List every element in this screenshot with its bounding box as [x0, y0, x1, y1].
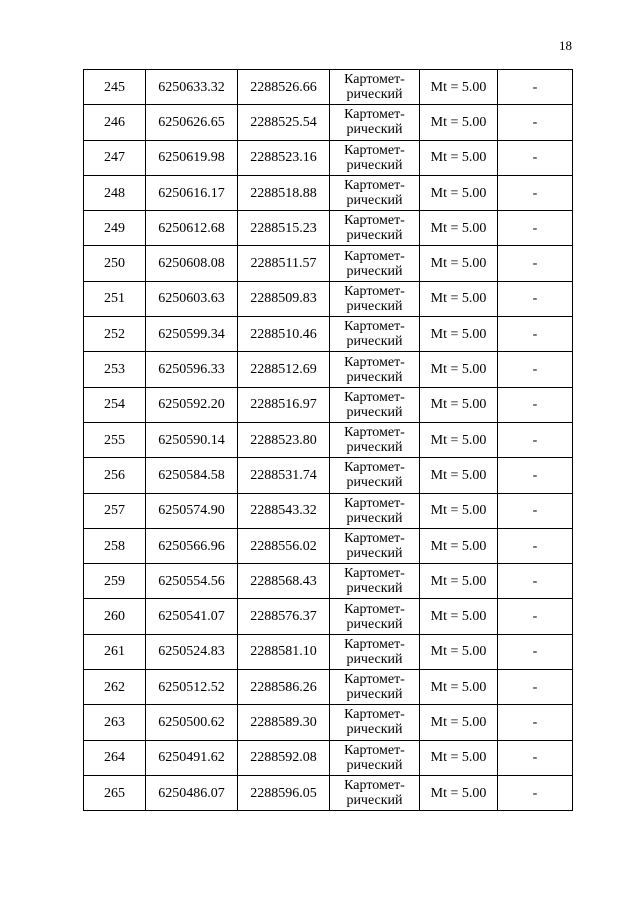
- point-number-cell: 265: [84, 775, 146, 810]
- method-line-1: Картомет-: [344, 283, 405, 299]
- x-coordinate-cell: 6250554.56: [146, 564, 238, 599]
- method-line-2: рический: [346, 440, 403, 456]
- accuracy-cell: Mt = 5.00: [420, 705, 498, 740]
- method-line-1: Картомет-: [344, 742, 405, 758]
- x-coordinate-cell: 6250626.65: [146, 105, 238, 140]
- method-cell: [330, 670, 420, 705]
- y-coordinate-cell: 2288543.32: [238, 493, 330, 528]
- point-number-cell: 262: [84, 670, 146, 705]
- x-coordinate-cell: 6250584.58: [146, 458, 238, 493]
- accuracy-cell: Mt = 5.00: [420, 775, 498, 810]
- method-line-2: рический: [346, 334, 403, 350]
- table-body: [84, 70, 573, 811]
- note-cell: -: [498, 670, 573, 705]
- x-coordinate-cell: 6250512.52: [146, 670, 238, 705]
- note-cell: -: [498, 775, 573, 810]
- x-coordinate-cell: 6250596.33: [146, 352, 238, 387]
- method-line-2: рический: [346, 122, 403, 138]
- accuracy-cell: Mt = 5.00: [420, 599, 498, 634]
- method-line-1: Картомет-: [344, 213, 405, 229]
- y-coordinate-cell: 2288523.80: [238, 422, 330, 457]
- method-cell: [330, 140, 420, 175]
- y-coordinate-cell: 2288512.69: [238, 352, 330, 387]
- note-cell: -: [498, 352, 573, 387]
- table-row: [84, 140, 573, 175]
- note-cell: -: [498, 599, 573, 634]
- method-line-2: рический: [346, 475, 403, 491]
- accuracy-cell: Mt = 5.00: [420, 175, 498, 210]
- accuracy-cell: Mt = 5.00: [420, 140, 498, 175]
- table-row: [84, 458, 573, 493]
- method-cell: [330, 211, 420, 246]
- method-line-1: Картомет-: [344, 142, 405, 158]
- table-row: [84, 387, 573, 422]
- method-cell: [330, 281, 420, 316]
- y-coordinate-cell: 2288586.26: [238, 670, 330, 705]
- accuracy-cell: Mt = 5.00: [420, 211, 498, 246]
- point-number-cell: 249: [84, 211, 146, 246]
- x-coordinate-cell: 6250566.96: [146, 528, 238, 563]
- x-coordinate-cell: 6250491.62: [146, 740, 238, 775]
- y-coordinate-cell: 2288523.16: [238, 140, 330, 175]
- method-line-2: рический: [346, 546, 403, 561]
- method-line-1: Картомет-: [344, 248, 405, 264]
- table-row: [84, 670, 573, 705]
- accuracy-cell: Mt = 5.00: [420, 528, 498, 563]
- method-cell: [330, 775, 420, 810]
- table-row: [84, 740, 573, 775]
- method-line-1: Картомет-: [344, 354, 405, 370]
- point-number-cell: 263: [84, 705, 146, 740]
- method-cell: [330, 422, 420, 457]
- accuracy-cell: Mt = 5.00: [420, 387, 498, 422]
- method-cell: [330, 317, 420, 352]
- table-row: [84, 281, 573, 316]
- method-line-2: рический: [346, 510, 403, 526]
- method-line-1: Картомет-: [344, 389, 405, 405]
- method-line-2: рический: [346, 581, 403, 597]
- method-line-2: рический: [346, 757, 403, 773]
- point-number-cell: 250: [84, 246, 146, 281]
- accuracy-cell: Mt = 5.00: [420, 458, 498, 493]
- point-number-cell: 261: [84, 634, 146, 669]
- note-cell: -: [498, 740, 573, 775]
- method-line-1: Картомет-: [344, 319, 405, 335]
- note-cell: -: [498, 493, 573, 528]
- table-row: [84, 528, 573, 563]
- accuracy-cell: Mt = 5.00: [420, 317, 498, 352]
- note-cell: -: [498, 105, 573, 140]
- y-coordinate-cell: 2288526.66: [238, 70, 330, 105]
- method-line-2: рический: [346, 651, 403, 667]
- method-line-1: Картомет-: [344, 531, 405, 546]
- method-cell: [330, 458, 420, 493]
- method-cell: [330, 599, 420, 634]
- method-line-2: рический: [346, 263, 403, 279]
- y-coordinate-cell: 2288581.10: [238, 634, 330, 669]
- accuracy-cell: Mt = 5.00: [420, 105, 498, 140]
- table-row: [84, 564, 573, 599]
- table-row: [84, 246, 573, 281]
- method-line-2: рический: [346, 404, 403, 420]
- accuracy-cell: Mt = 5.00: [420, 281, 498, 316]
- table-row: [84, 422, 573, 457]
- method-line-2: рический: [346, 298, 403, 314]
- method-cell: [330, 105, 420, 140]
- method-line-2: рический: [346, 793, 403, 809]
- method-cell: [330, 564, 420, 599]
- method-line-1: Картомет-: [344, 460, 405, 476]
- note-cell: -: [498, 281, 573, 316]
- x-coordinate-cell: 6250524.83: [146, 634, 238, 669]
- y-coordinate-cell: 2288592.08: [238, 740, 330, 775]
- method-cell: [330, 175, 420, 210]
- point-number-cell: 256: [84, 458, 146, 493]
- table-row: [84, 775, 573, 810]
- method-line-2: рический: [346, 722, 403, 738]
- note-cell: -: [498, 175, 573, 210]
- note-cell: -: [498, 564, 573, 599]
- point-number-cell: 253: [84, 352, 146, 387]
- method-line-1: Картомет-: [344, 72, 405, 88]
- x-coordinate-cell: 6250616.17: [146, 175, 238, 210]
- method-line-1: Картомет-: [344, 707, 405, 723]
- accuracy-cell: Mt = 5.00: [420, 634, 498, 669]
- coordinates-table: [83, 69, 573, 811]
- x-coordinate-cell: 6250541.07: [146, 599, 238, 634]
- x-coordinate-cell: 6250486.07: [146, 775, 238, 810]
- note-cell: -: [498, 422, 573, 457]
- y-coordinate-cell: 2288596.05: [238, 775, 330, 810]
- method-line-1: Картомет-: [344, 778, 405, 794]
- method-cell: [330, 493, 420, 528]
- accuracy-cell: Mt = 5.00: [420, 493, 498, 528]
- table-row: [84, 493, 573, 528]
- method-line-1: Картомет-: [344, 425, 405, 441]
- method-line-2: рический: [346, 157, 403, 173]
- y-coordinate-cell: 2288511.57: [238, 246, 330, 281]
- point-number-cell: 245: [84, 70, 146, 105]
- x-coordinate-cell: 6250608.08: [146, 246, 238, 281]
- y-coordinate-cell: 2288515.23: [238, 211, 330, 246]
- note-cell: -: [498, 528, 573, 563]
- method-cell: [330, 70, 420, 105]
- note-cell: -: [498, 317, 573, 352]
- page-number: 18: [559, 38, 572, 53]
- accuracy-cell: Mt = 5.00: [420, 246, 498, 281]
- point-number-cell: 260: [84, 599, 146, 634]
- note-cell: -: [498, 70, 573, 105]
- x-coordinate-cell: 6250599.34: [146, 317, 238, 352]
- point-number-cell: 258: [84, 528, 146, 563]
- table-row: [84, 599, 573, 634]
- table-row: [84, 705, 573, 740]
- point-number-cell: 264: [84, 740, 146, 775]
- accuracy-cell: Mt = 5.00: [420, 670, 498, 705]
- point-number-cell: 248: [84, 175, 146, 210]
- method-line-1: Картомет-: [344, 672, 405, 688]
- method-line-1: Картомет-: [344, 495, 405, 511]
- x-coordinate-cell: 6250603.63: [146, 281, 238, 316]
- method-cell: [330, 705, 420, 740]
- point-number-cell: 255: [84, 422, 146, 457]
- note-cell: -: [498, 705, 573, 740]
- method-line-1: Картомет-: [344, 636, 405, 652]
- y-coordinate-cell: 2288531.74: [238, 458, 330, 493]
- note-cell: -: [498, 140, 573, 175]
- method-cell: [330, 634, 420, 669]
- table-row: [84, 634, 573, 669]
- method-line-1: Картомет-: [344, 566, 405, 582]
- y-coordinate-cell: 2288525.54: [238, 105, 330, 140]
- note-cell: -: [498, 458, 573, 493]
- accuracy-cell: Mt = 5.00: [420, 422, 498, 457]
- x-coordinate-cell: 6250500.62: [146, 705, 238, 740]
- accuracy-cell: Mt = 5.00: [420, 740, 498, 775]
- table-row: [84, 105, 573, 140]
- point-number-cell: 252: [84, 317, 146, 352]
- y-coordinate-cell: 2288518.88: [238, 175, 330, 210]
- table-row: [84, 211, 573, 246]
- method-cell: [330, 246, 420, 281]
- y-coordinate-cell: 2288510.46: [238, 317, 330, 352]
- accuracy-cell: Mt = 5.00: [420, 70, 498, 105]
- point-number-cell: 247: [84, 140, 146, 175]
- note-cell: -: [498, 246, 573, 281]
- method-line-2: рический: [346, 687, 403, 703]
- table-row: [84, 175, 573, 210]
- point-number-cell: 254: [84, 387, 146, 422]
- point-number-cell: 251: [84, 281, 146, 316]
- y-coordinate-cell: 2288576.37: [238, 599, 330, 634]
- point-number-cell: 259: [84, 564, 146, 599]
- x-coordinate-cell: 6250619.98: [146, 140, 238, 175]
- table-row: [84, 70, 573, 105]
- y-coordinate-cell: 2288568.43: [238, 564, 330, 599]
- method-line-2: рический: [346, 87, 403, 103]
- y-coordinate-cell: 2288509.83: [238, 281, 330, 316]
- method-line-1: Картомет-: [344, 107, 405, 123]
- method-cell: [330, 528, 420, 563]
- x-coordinate-cell: 6250633.32: [146, 70, 238, 105]
- method-cell: [330, 352, 420, 387]
- y-coordinate-cell: 2288556.02: [238, 528, 330, 563]
- point-number-cell: 257: [84, 493, 146, 528]
- accuracy-cell: Mt = 5.00: [420, 352, 498, 387]
- note-cell: -: [498, 387, 573, 422]
- method-cell: [330, 740, 420, 775]
- note-cell: -: [498, 211, 573, 246]
- method-line-1: Картомет-: [344, 601, 405, 617]
- y-coordinate-cell: 2288516.97: [238, 387, 330, 422]
- x-coordinate-cell: 6250612.68: [146, 211, 238, 246]
- note-cell: -: [498, 634, 573, 669]
- x-coordinate-cell: 6250574.90: [146, 493, 238, 528]
- method-line-1: Картомет-: [344, 178, 405, 194]
- point-number-cell: 246: [84, 105, 146, 140]
- y-coordinate-cell: 2288589.30: [238, 705, 330, 740]
- method-line-2: рический: [346, 369, 403, 385]
- table-row: [84, 352, 573, 387]
- x-coordinate-cell: 6250592.20: [146, 387, 238, 422]
- method-line-2: рический: [346, 616, 403, 632]
- x-coordinate-cell: 6250590.14: [146, 422, 238, 457]
- method-cell: [330, 387, 420, 422]
- method-line-2: рический: [346, 193, 403, 209]
- method-line-2: рический: [346, 228, 403, 244]
- accuracy-cell: Mt = 5.00: [420, 564, 498, 599]
- table-row: [84, 317, 573, 352]
